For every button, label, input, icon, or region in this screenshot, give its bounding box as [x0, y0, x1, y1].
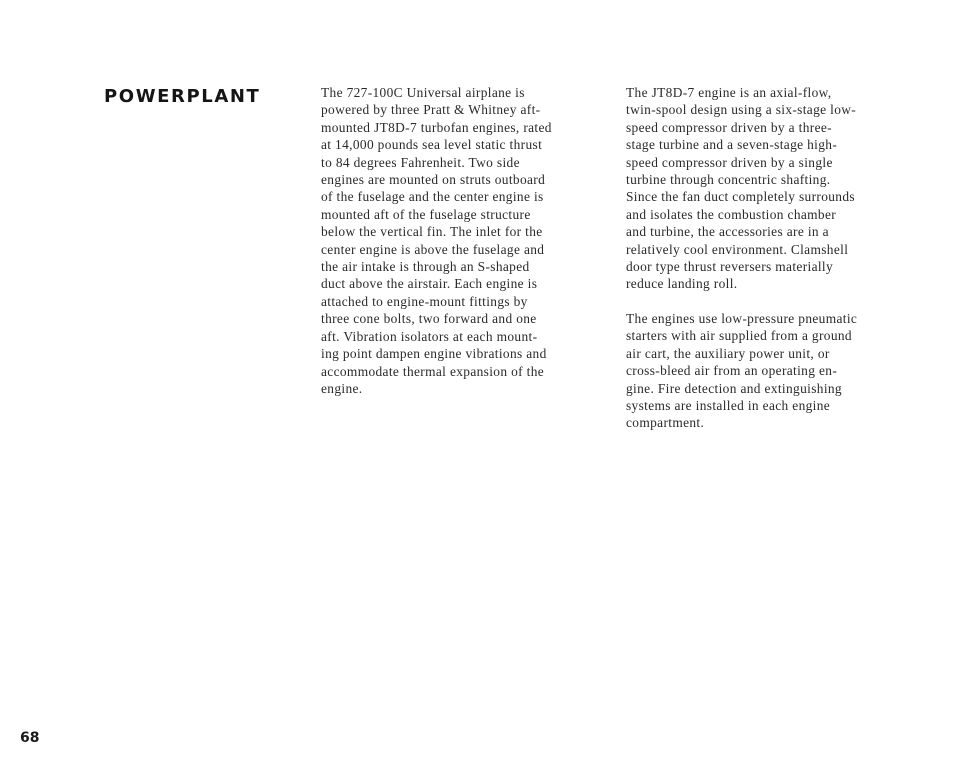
text-line: engines are mounted on struts outboard — [321, 172, 546, 188]
text-line: The engines use low-pressure pneumatic — [626, 310, 858, 326]
text-line: door type thrust reversers materially — [626, 259, 834, 275]
text-line: mounted JT8D-7 turbofan engines, rated — [321, 119, 552, 135]
text-line: at 14,000 pounds sea level static thrust — [321, 137, 543, 153]
text-line: systems are installed in each engine — [626, 397, 831, 413]
section-title: POWERPLANT — [104, 86, 261, 107]
text-line: relatively cool environment. Clamshell — [626, 241, 849, 257]
text-line: center engine is above the fuselage and — [321, 241, 545, 257]
paragraph-engine-design — [626, 84, 916, 293]
text-line: attached to engine-mount fittings by — [321, 293, 528, 309]
text-line: starters with air supplied from a ground — [626, 328, 852, 344]
text-line: engine. — [321, 380, 363, 396]
text-line: stage turbine and a seven-stage high- — [626, 137, 838, 153]
text-line: powered by three Pratt & Whitney aft- — [321, 102, 541, 118]
text-line: and isolates the combustion chamber — [626, 206, 837, 222]
text-line: twin-spool design using a six-stage low- — [626, 102, 857, 118]
text-line: ing point dampen engine vibrations and — [321, 346, 547, 362]
paragraph-powerplant-overview — [321, 84, 611, 397]
text-line: Since the fan duct completely surrounds — [626, 189, 855, 205]
text-line: reduce landing roll. — [626, 276, 738, 292]
text-line: The JT8D-7 engine is an axial-flow, — [626, 85, 832, 100]
text-line: accommodate thermal expansion of the — [321, 363, 545, 379]
text-line: The 727-100C Universal airplane is — [321, 85, 525, 100]
text-line: cross-bleed air from an operating en- — [626, 363, 838, 379]
text-line: air cart, the auxiliary power unit, or — [626, 345, 830, 361]
text-line: compartment. — [626, 415, 705, 431]
text-line: below the vertical fin. The inlet for the — [321, 224, 543, 240]
text-column-right — [626, 84, 916, 449]
text-column-left — [321, 84, 611, 414]
text-line: and turbine, the accessories are in a — [626, 224, 829, 240]
text-line: turbine through concentric shafting. — [626, 172, 831, 188]
text-line: speed compressor driven by a three- — [626, 119, 832, 135]
text-line: duct above the airstair. Each engine is — [321, 276, 538, 292]
text-line: mounted aft of the fuselage structure — [321, 206, 531, 222]
text-line: aft. Vibration isolators at each mount- — [321, 328, 538, 344]
text-line: to 84 degrees Fahrenheit. Two side — [321, 154, 520, 170]
text-line: the air intake is through an S-shaped — [321, 259, 530, 275]
text-line: gine. Fire detection and extinguishing — [626, 380, 842, 396]
text-line: of the fuselage and the center engine is — [321, 189, 544, 205]
text-line: speed compressor driven by a single — [626, 154, 833, 170]
text-line: three cone bolts, two forward and one — [321, 311, 537, 327]
paragraph-starters-fire-systems — [626, 310, 916, 432]
page-number: 68 — [20, 730, 40, 746]
